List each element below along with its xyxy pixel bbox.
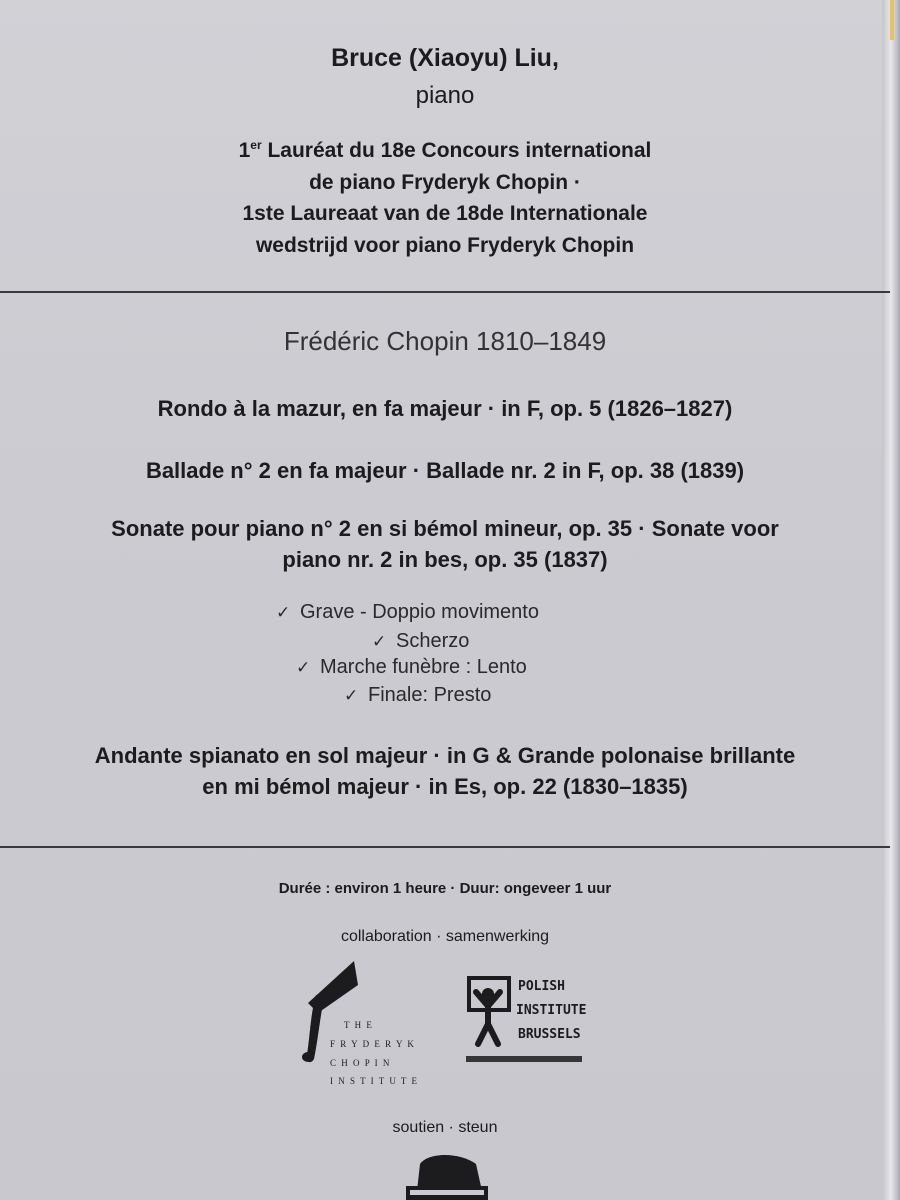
work-line: en mi bémol majeur · in Es, op. 22 (1830–1835) — [202, 774, 688, 799]
composer-heading: Frédéric Chopin 1810–1849 — [283, 326, 607, 356]
check-icon: ✓ — [296, 658, 311, 677]
laureate-line-3: 1ste Laureaat van de 18de Internationale — [242, 202, 648, 225]
duration-note: Durée : environ 1 heure · Duur: ongeveer 1 uur — [278, 880, 612, 897]
svg-text:BRUSSELS: BRUSSELS — [518, 1027, 581, 1042]
work-line: Sonate pour piano n° 2 en si bémol mineur, op. 35 · Sonate voor — [111, 516, 779, 541]
check-icon: ✓ — [276, 603, 291, 622]
work-line: Andante spianato en sol majeur · in G & Grande polonaise brillante — [94, 743, 796, 768]
movement-item — [344, 684, 491, 707]
check-icon: ✓ — [344, 686, 359, 705]
svg-text:C H O P I N: C H O P I N — [330, 1058, 391, 1068]
movement-label: Grave - Doppio movimento — [300, 601, 539, 623]
performer-instrument: piano — [415, 82, 475, 109]
collaboration-label: collaboration · samenwerking — [340, 928, 550, 945]
work-line: Rondo à la mazur, en fa majeur · in F, op. 5 (1826–1827) — [157, 396, 733, 421]
svg-text:POLISH: POLISH — [518, 979, 565, 994]
svg-text:T H E: T H E — [344, 1020, 374, 1030]
check-icon: ✓ — [372, 632, 387, 651]
polish-institute-logo — [462, 972, 587, 1072]
laureate-line-1-text: Lauréat du 18e Concours international — [261, 139, 652, 162]
movement-label: Marche funèbre : Lento — [320, 656, 527, 678]
laureate-line-2: de piano Fryderyk Chopin · — [309, 170, 581, 194]
support-label: soutien · steun — [392, 1119, 498, 1136]
work-andante-polonaise — [0, 740, 890, 802]
divider-bottom — [0, 846, 890, 848]
work-ballade — [0, 455, 890, 486]
divider-top — [0, 291, 890, 293]
chopin-institute-logo — [296, 955, 426, 1095]
laureate-line-4: wedstrijd voor piano Fryderyk Chopin — [255, 233, 635, 257]
svg-text:I N S T I T U T E: I N S T I T U T E — [330, 1076, 419, 1086]
laureate-line-1 — [0, 130, 890, 167]
movement-item — [372, 630, 469, 653]
svg-text:F R Y D E R Y K: F R Y D E R Y K — [330, 1039, 416, 1049]
work-line: piano nr. 2 in bes, op. 35 (1837) — [282, 547, 608, 572]
laureate-ordinal: 1 — [238, 139, 251, 162]
sponsor-piano-logo — [398, 1150, 490, 1200]
work-rondo — [0, 393, 890, 424]
laureate-statement — [0, 130, 890, 261]
movement-label: Finale: Presto — [368, 684, 492, 706]
page-edge-tab — [890, 0, 894, 40]
movement-item — [296, 656, 527, 679]
movement-label: Scherzo — [396, 630, 470, 652]
movement-item — [276, 601, 539, 624]
work-sonata — [0, 513, 890, 575]
laureate-ordinal-suffix: er — [250, 138, 262, 152]
work-line: Ballade n° 2 en fa majeur · Ballade nr. 2 in F, op. 38 (1839) — [145, 458, 745, 483]
performer-name: Bruce (Xiaoyu) Liu, — [331, 44, 559, 72]
svg-text:INSTITUTE: INSTITUTE — [516, 1003, 587, 1018]
